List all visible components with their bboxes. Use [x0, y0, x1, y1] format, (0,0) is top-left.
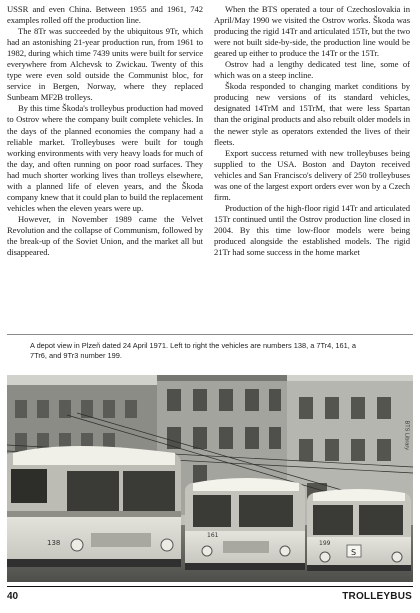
left-paragraph-2: The 8Tr was succeeded by the ubiquitous 9Tr, which had an astonishing 21-year production run, from 1961 to 1982, during which time 7439 units were built for service everywhere from Alchevsk to Zwickau. Twenty of this type were even sold outside the Communist bloc, for service in Bergen, Norway, where they replaced Sunbeam MF2B trolleys.: [7, 26, 203, 103]
right-paragraph-1: When the BTS operated a tour of Czechoslovakia in April/May 1990 we visited the Ostrov works. Škoda was producing the rigid 14Tr and articulated 15Tr, but the two were not built side-by-side, the production line would be geared up either to produce the 14Tr or the 15Tr.: [214, 4, 410, 59]
bus-number-138: 138: [47, 539, 61, 547]
trolleybus-138: [7, 446, 181, 567]
right-text-column: [214, 4, 410, 258]
page-number: 40: [7, 591, 19, 602]
depot-photograph: [7, 375, 413, 582]
left-paragraph-1: USSR and even China. Between 1955 and 1961, 742 examples rolled off the production line.: [7, 4, 203, 26]
magazine-title: TROLLEYBUS: [342, 591, 412, 602]
trolleybus-199: [307, 489, 411, 571]
right-paragraph-5: Production of the high-floor rigid 14Tr and articulated 15Tr continued until the Ostrov production line closed in 2004. By this time low-floor models were being produced alongside the established models. The rigid 21Tr had some success in the home market: [214, 202, 410, 258]
left-paragraph-3: By this time Škoda's trolleybus production had moved to Ostrov where the company built complete vehicles. In the days of the planned economies the company had a reliable market. Trolleybuses were built for tough working environments with very heavy loads for much of the day, and often running on poor road surfaces. They had much shorter working lives than trolleys elsewhere, with a planned life of eleven years, and the Škoda company knew that it could plan to build the replacement vehicles when the eleven years were up.: [7, 103, 203, 213]
photo-caption: A depot view in Plzeň dated 24 April 1971. Left to right the vehicles are numbers 138, a 7Tr4, 161, a 7Tr6, and 9Tr3 number 199.: [30, 341, 356, 360]
bus-number-161: 161: [207, 532, 219, 539]
svg-text:S: S: [351, 548, 357, 557]
caption-top-rule: [7, 334, 413, 335]
footer-rule: [7, 586, 413, 587]
left-text-column: [7, 4, 203, 258]
right-paragraph-3: Škoda responded to changing market conditions by producing new versions of its standard vehicles, designated 14TrM and 15TrM, that were less Spartan than the original products and also rebuilt older models in the newer style as operators extended the lives of their fleets.: [214, 81, 410, 147]
trolleybus-161: [185, 478, 305, 570]
bus-number-199: 199: [319, 540, 331, 547]
right-paragraph-4: Export success returned with new trolleybuses being supplied to the USA. Boston and Dayton received vehicles and San Francisco's delivery of 250 trolleybuses was one of the largest export orders ever won by a Czech firm.: [214, 147, 410, 202]
left-paragraph-4: However, in November 1989 came the Velvet Revolution and the collapse of Communism, followed by the break-up of the Soviet Union, and the market all but disappeared.: [7, 213, 203, 258]
photo-credit: BTS Library: [404, 420, 410, 450]
right-paragraph-2: Ostrov had a lengthy dedicated test line, some of which was on a steep incline.: [214, 59, 410, 81]
